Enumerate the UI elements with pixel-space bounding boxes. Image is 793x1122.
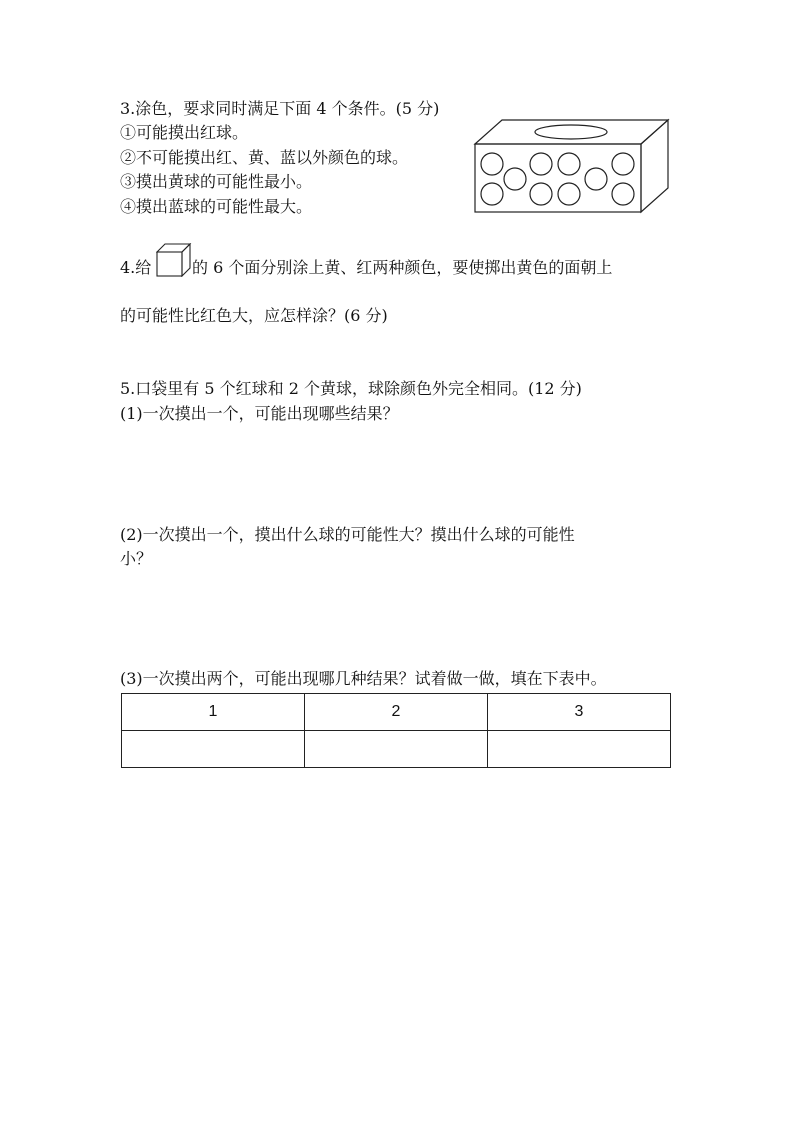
ball-circle xyxy=(504,168,526,190)
ball-circle xyxy=(481,153,503,175)
ball-circle xyxy=(481,183,503,205)
box-side-face xyxy=(641,120,668,212)
q5-sub2-line1: (2)一次摸出一个，摸出什么球的可能性大？摸出什么球的可能性 xyxy=(120,525,575,544)
answer-table xyxy=(121,693,671,768)
q5-title: 5.口袋里有 5 个红球和 2 个黄球，球除颜色外完全相同。(12 分) xyxy=(120,379,582,398)
q5-sub3: (3)一次摸出两个，可能出现哪几种结果？试着做一做，填在下表中。 xyxy=(120,669,607,688)
table-header-row xyxy=(122,694,671,731)
table-answer-cell[interactable] xyxy=(305,731,488,768)
q3-title: 3.涂色，要求同时满足下面 4 个条件。(5 分) xyxy=(120,99,440,118)
ball-circle xyxy=(585,168,607,190)
q4-suffix: 的 6 个面分别涂上黄、红两种颜色，要使掷出黄色的面朝上 xyxy=(192,258,613,277)
table-header-cell: 2 xyxy=(305,694,488,731)
table-answer-cell[interactable] xyxy=(488,731,671,768)
table-header-cell: 3 xyxy=(488,694,671,731)
ball-circle xyxy=(530,183,552,205)
ball-circle xyxy=(612,183,634,205)
ball-circles xyxy=(481,153,634,205)
ball-circle xyxy=(612,153,634,175)
ball-circle xyxy=(558,153,580,175)
q4-line2: 的可能性比红色大，应怎样涂？(6 分) xyxy=(120,306,388,325)
q3-condition-2: ②不可能摸出红、黄、蓝以外颜色的球。 xyxy=(120,148,409,167)
ball-box-figure xyxy=(472,117,672,215)
box-top-face xyxy=(475,120,668,144)
cube-icon xyxy=(156,243,192,277)
table-answer-cell[interactable] xyxy=(122,731,305,768)
q5-sub1: (1)一次摸出一个，可能出现哪些结果？ xyxy=(120,404,399,423)
ball-circle xyxy=(558,183,580,205)
q3-condition-3: ③摸出黄球的可能性最小。 xyxy=(120,172,313,191)
table-row xyxy=(122,731,671,768)
q5-sub2-line2: 小？ xyxy=(120,549,153,568)
box-opening-ellipse xyxy=(535,125,607,139)
ball-circle xyxy=(530,153,552,175)
q3-condition-1: ①可能摸出红球。 xyxy=(120,123,249,142)
q3-condition-4: ④摸出蓝球的可能性最大。 xyxy=(120,197,313,216)
q4-prefix: 4.给 xyxy=(120,258,152,277)
table-header-cell: 1 xyxy=(122,694,305,731)
